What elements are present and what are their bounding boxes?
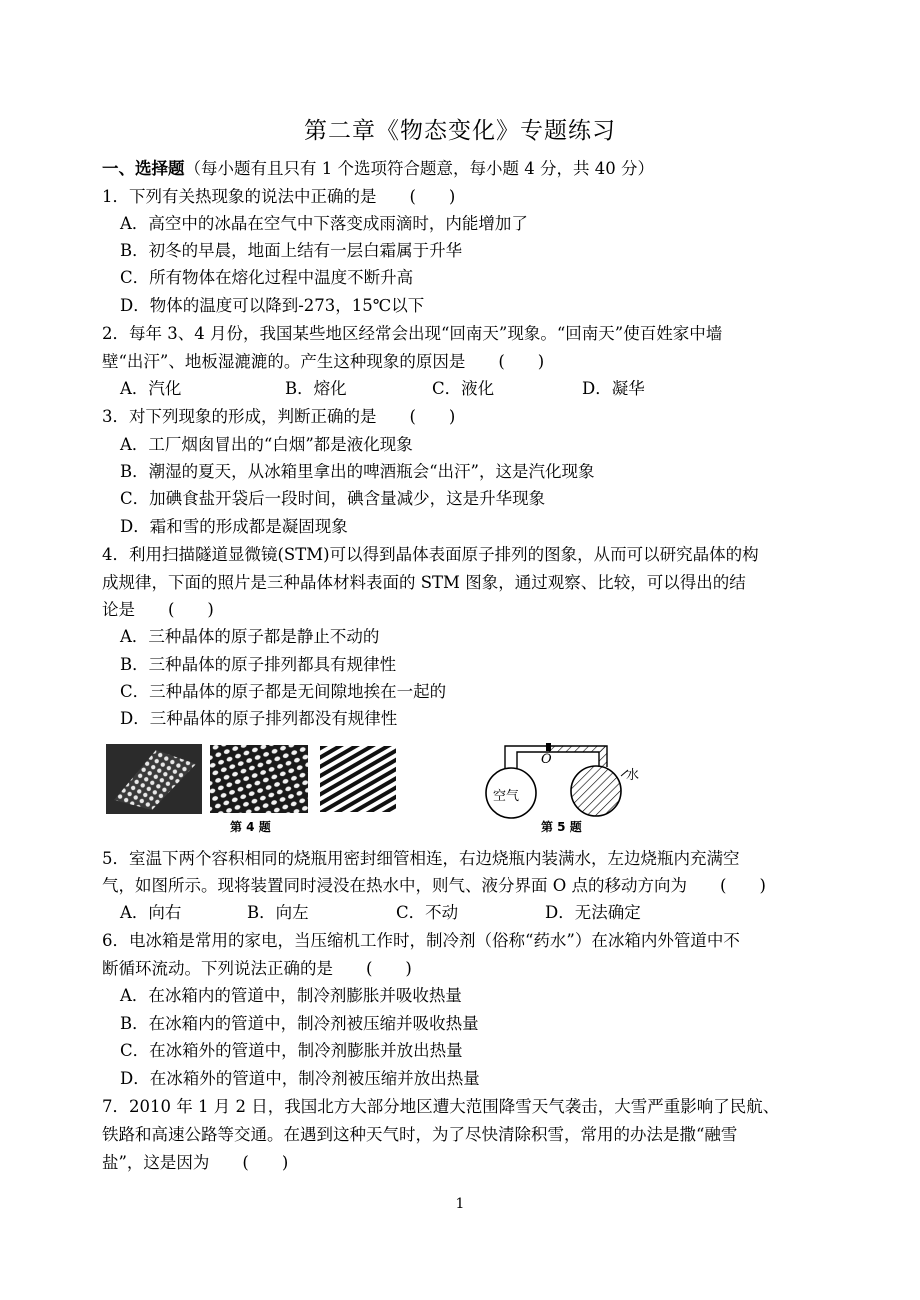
label-air: 空气 xyxy=(493,789,520,804)
q1-option-a: A．高空中的冰晶在空气中下落变成雨滴时，内能增加了 xyxy=(120,214,528,233)
q5-option-b: B．向左 xyxy=(247,903,309,922)
q1-option-d: D．物体的温度可以降到-273，15℃以下 xyxy=(120,296,425,315)
q5-option-a: A．向右 xyxy=(120,903,182,922)
q2-option-c: C．液化 xyxy=(432,379,495,398)
q4-stem-line3: 论是 ( ) xyxy=(102,600,214,619)
q4-option-c: C．三种晶体的原子都是无间隙地挨在一起的 xyxy=(120,682,447,701)
figure-5-caption: 第 5 题 xyxy=(541,820,582,834)
section-heading: 一、选择题 xyxy=(102,159,185,178)
q2-option-b: B．熔化 xyxy=(285,379,347,398)
q5-option-d: D．无法确定 xyxy=(545,903,641,922)
q2-stem-line2: 壁“出汗”、地板湿漉漉的。产生这种现象的原因是 ( ) xyxy=(102,352,545,371)
section-heading-line xyxy=(102,155,654,182)
stm-image-3 xyxy=(320,746,396,812)
page-title: 第二章《物态变化》专题练习 xyxy=(304,118,616,144)
q6-option-b: B．在冰箱内的管道中，制冷剂被压缩并吸收热量 xyxy=(120,1014,479,1033)
q3-option-b: B．潮湿的夏天，从冰箱里拿出的啤酒瓶会“出汗”，这是汽化现象 xyxy=(120,462,595,481)
q5-stem-line2: 气，如图所示。现将装置同时浸没在热水中，则气、液分界面 O 点的移动方向为 ( ) xyxy=(102,876,766,895)
q2-option-a: A．汽化 xyxy=(120,379,182,398)
q6-stem-line1: 6．电冰箱是常用的家电，当压缩机工作时，制冷剂（俗称“药水”）在冰箱内外管道中不 xyxy=(102,931,740,950)
q1-stem: 1．下列有关热现象的说法中正确的是 ( ) xyxy=(102,187,456,206)
section-note: （每小题有且只有 1 个选项符合题意，每小题 4 分，共 40 分） xyxy=(184,159,654,178)
q7-stem-line2: 铁路和高速公路等交通。在遇到这种天气时，为了尽快清除积雪，常用的办法是撒“融雪 xyxy=(102,1125,738,1144)
q3-option-a: A．工厂烟囱冒出的“白烟”都是液化现象 xyxy=(120,435,413,454)
q4-option-d: D．三种晶体的原子排列都没有规律性 xyxy=(120,709,398,728)
q6-option-c: C．在冰箱外的管道中，制冷剂膨胀并放出热量 xyxy=(120,1041,463,1060)
q3-option-d: D．霜和雪的形成都是凝固现象 xyxy=(120,517,348,536)
q4-stem-line1: 4．利用扫描隧道显微镜(STM)可以得到晶体表面原子排列的图象，从而可以研究晶体的构 xyxy=(102,545,759,564)
q6-stem-line2: 断循环流动。下列说法正确的是 ( ) xyxy=(102,959,412,978)
q5-option-c: C．不动 xyxy=(396,903,459,922)
label-water: 水 xyxy=(626,768,640,783)
page-number: 1 xyxy=(455,1196,465,1212)
q2-option-d: D．凝华 xyxy=(582,379,645,398)
q1-option-b: B．初冬的早晨，地面上结有一层白霜属于升华 xyxy=(120,241,463,260)
interface-point-o xyxy=(546,743,551,751)
q3-stem: 3．对下列现象的形成，判断正确的是 ( ) xyxy=(102,407,456,426)
q6-option-d: D．在冰箱外的管道中，制冷剂被压缩并放出热量 xyxy=(120,1069,480,1088)
water-flask xyxy=(571,766,621,816)
q5-stem-line1: 5．室温下两个容积相同的烧瓶用密封细管相连，右边烧瓶内装满水，左边烧瓶内充满空 xyxy=(102,849,740,868)
stm-image-2 xyxy=(210,745,308,813)
figure-4-caption: 第 4 题 xyxy=(230,820,271,834)
q7-stem-line1: 7．2010 年 1 月 2 日，我国北方大部分地区遭大范围降雪天气袭击，大雪严重影响了民航、 xyxy=(102,1097,780,1116)
q4-option-b: B．三种晶体的原子排列都具有规律性 xyxy=(120,655,397,674)
q4-stem-line2: 成规律，下面的照片是三种晶体材料表面的 STM 图象，通过观察、比较，可以得出的结 xyxy=(102,573,746,592)
label-o: O xyxy=(541,752,552,767)
q6-option-a: A．在冰箱内的管道中，制冷剂膨胀并吸收热量 xyxy=(120,986,462,1005)
q1-option-c: C．所有物体在熔化过程中温度不断升高 xyxy=(120,268,414,287)
q4-option-a: A．三种晶体的原子都是静止不动的 xyxy=(120,627,380,646)
q2-stem-line1: 2．每年 3、4 月份，我国某些地区经常会出现“回南天”现象。“回南天”使百姓家中墙 xyxy=(102,324,723,343)
stm-image-1 xyxy=(106,744,202,814)
q7-stem-line3: 盐”，这是因为 ( ) xyxy=(102,1153,289,1172)
q3-option-c: C．加碘食盐开袋后一段时间，碘含量减少，这是升华现象 xyxy=(120,489,546,508)
